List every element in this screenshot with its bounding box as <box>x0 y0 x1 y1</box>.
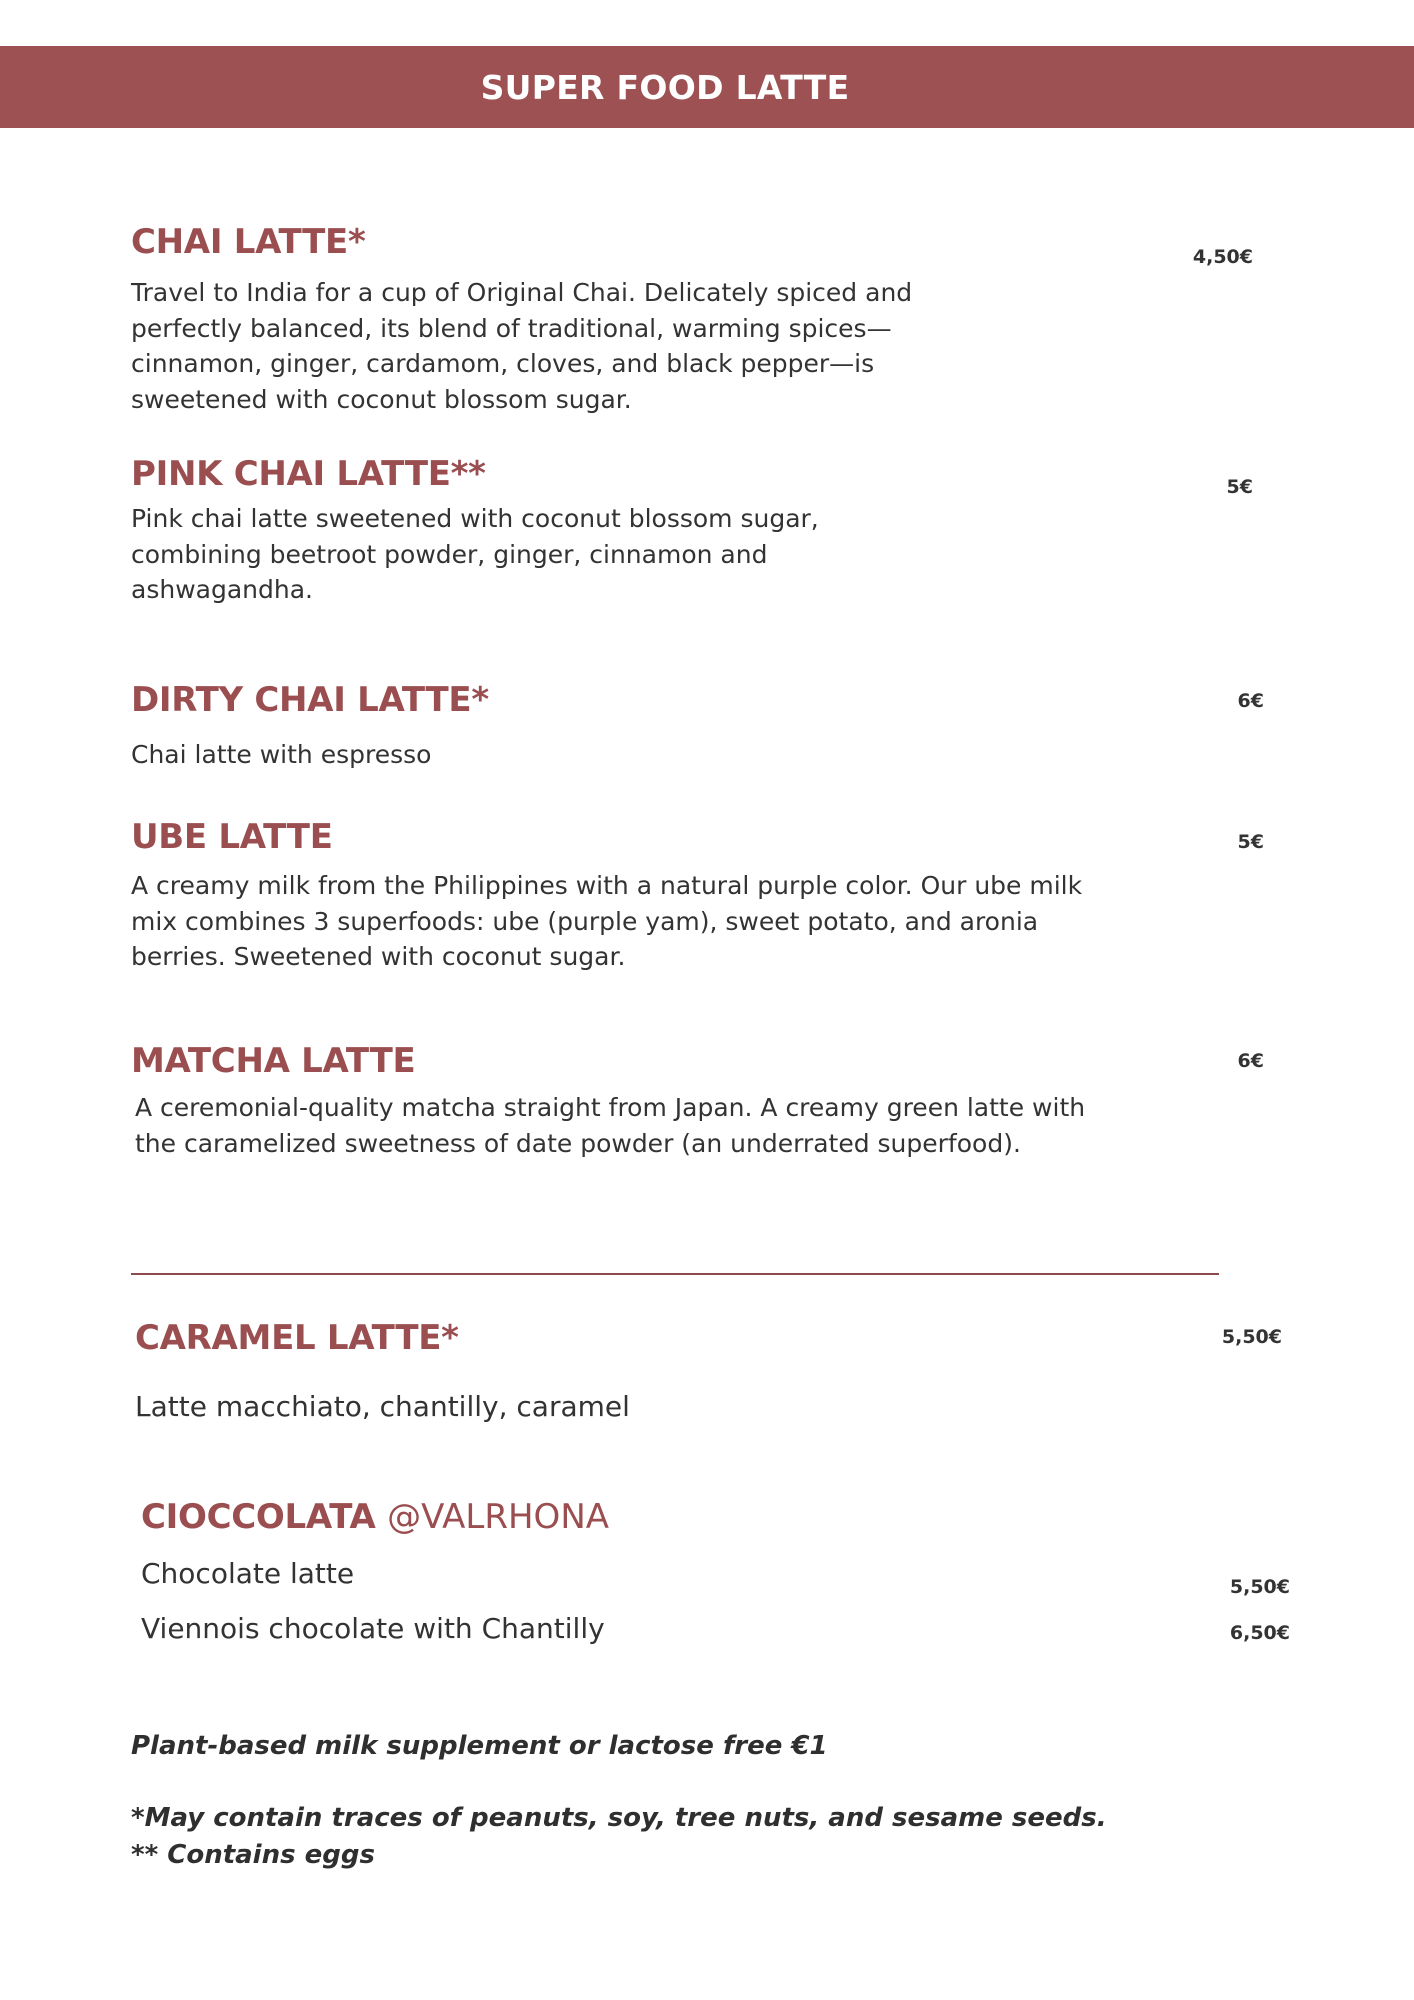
cioccolata-name: CIOCCOLATA <box>141 1497 376 1537</box>
cioccolata-brand: @VALRHONA <box>387 1497 610 1537</box>
cioccolata-price-chocolate-latte: 5,50€ <box>1229 1576 1290 1598</box>
note-contains-eggs: ** Contains eggs <box>131 1840 375 1870</box>
item-price-matcha-latte: 6€ <box>1237 1050 1264 1072</box>
item-title-dirty-chai-latte: DIRTY CHAI LATTE* <box>131 680 489 720</box>
item-description-chai-latte: Travel to India for a cup of Original Chai. Delicately spiced and perfectly balanced, its blend of traditional, warming spices—cinnamon, ginger, cardamom, cloves, and black pepper—is sweetened with coconut blossom sugar. <box>131 278 913 414</box>
item-title-cioccolata <box>141 1497 609 1537</box>
item-description-matcha-latte: A ceremonial-quality matcha straight from Japan. A creamy green latte with the caramelized sweetness of date powder (an underrated superfood). <box>135 1093 1086 1158</box>
item-price-caramel-latte: 5,50€ <box>1221 1326 1282 1348</box>
item-price-ube-latte: 5€ <box>1237 831 1264 853</box>
item-title-matcha-latte: MATCHA LATTE <box>131 1041 416 1081</box>
item-description-dirty-chai-latte: Chai latte with espresso <box>131 740 432 769</box>
item-description-ube-latte: A creamy milk from the Philippines with a natural purple color. Our ube milk mix combines 3 superfoods: ube (purple yam), sweet potato, and aronia berries. Sweetened with coconut sugar. <box>131 871 1083 971</box>
cioccolata-option-chocolate-latte: Chocolate latte <box>141 1557 355 1590</box>
item-title-chai-latte: CHAI LATTE* <box>131 222 366 262</box>
section-divider <box>131 1273 1219 1275</box>
cioccolata-option-viennois: Viennois chocolate with Chantilly <box>141 1612 605 1645</box>
item-description-caramel-latte: Latte macchiato, chantilly, caramel <box>135 1390 630 1423</box>
page-title: SUPER FOOD LATTE <box>480 67 850 107</box>
item-price-dirty-chai-latte: 6€ <box>1237 690 1264 712</box>
item-price-chai-latte: 4,50€ <box>1192 246 1253 268</box>
item-title-caramel-latte: CARAMEL LATTE* <box>135 1318 459 1358</box>
note-milk-supplement: Plant-based milk supplement or lactose free €1 <box>131 1731 828 1761</box>
item-price-pink-chai-latte: 5€ <box>1226 476 1253 498</box>
cioccolata-price-viennois: 6,50€ <box>1229 1622 1290 1644</box>
item-description-pink-chai-latte: Pink chai latte sweetened with coconut blossom sugar, combining beetroot powder, ginger, cinnamon and ashwagandha. <box>131 504 819 604</box>
header-banner <box>0 46 1414 128</box>
item-title-ube-latte: UBE LATTE <box>131 817 333 857</box>
item-title-pink-chai-latte: PINK CHAI LATTE** <box>131 454 486 494</box>
note-allergens: *May contain traces of peanuts, soy, tree nuts, and sesame seeds. <box>131 1803 1107 1833</box>
